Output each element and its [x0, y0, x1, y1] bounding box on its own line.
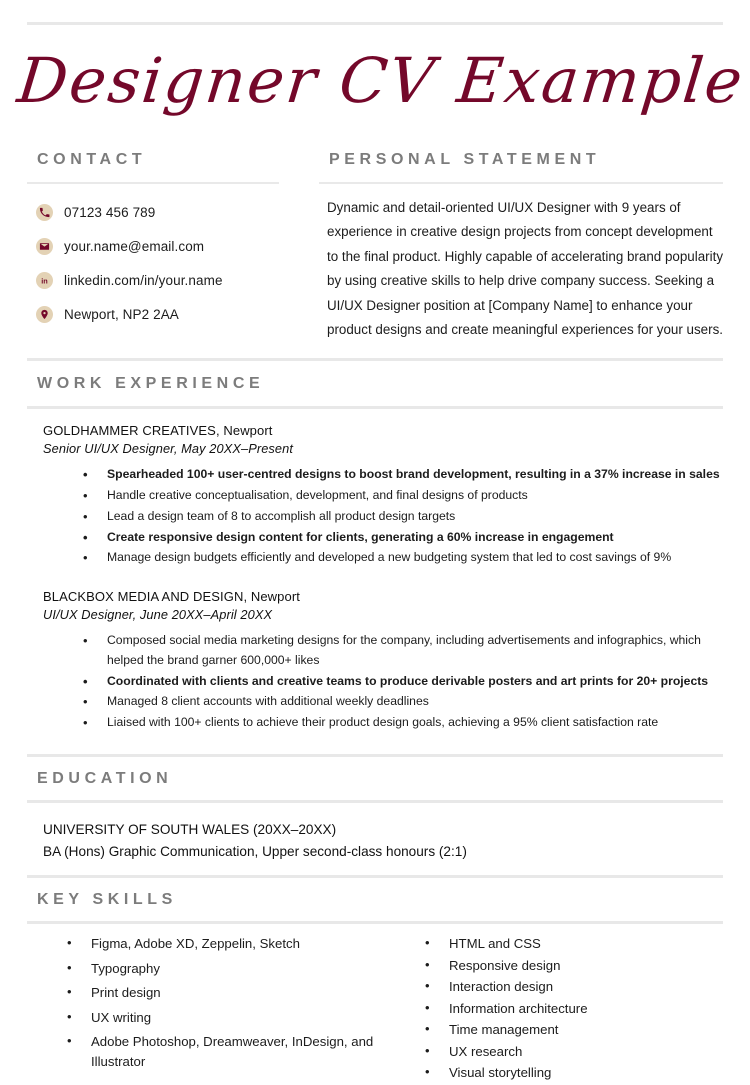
work-experience-heading: WORK EXPERIENCE: [37, 375, 265, 393]
contact-value-linkedin: linkedin.com/in/your.name: [64, 272, 223, 288]
phone-icon: [36, 204, 53, 221]
contact-value-email: your.name@email.com: [64, 238, 205, 254]
work-experience-body: [27, 409, 723, 733]
skill-item: • Print design: [67, 983, 375, 1003]
skill-item: • Interaction design: [425, 977, 723, 997]
contact-item-linkedin[interactable]: [27, 263, 279, 297]
job-role: UI/UX Designer, June 20XX–April 20XX: [43, 607, 273, 623]
job-bullet: • Lead a design team of 8 to accomplish all product design targets: [83, 507, 723, 527]
education-degree: BA (Hons) Graphic Communication, Upper second-class honours (2:1): [43, 844, 467, 860]
key-skills-column-left: [27, 934, 375, 1085]
skill-item: • Figma, Adobe XD, Zeppelin, Sketch: [67, 934, 375, 954]
personal-statement-section: [319, 137, 723, 342]
svg-text:in: in: [41, 275, 48, 285]
skill-item: • UX writing: [67, 1008, 375, 1028]
skill-item: • Responsive design: [425, 956, 723, 976]
contact-section: [27, 137, 279, 342]
job-bullet: • Coordinated with clients and creative teams to produce derivable posters and art prints for 20+ projects: [83, 672, 723, 692]
location-pin-icon: [36, 306, 53, 323]
education-heading: EDUCATION: [37, 770, 173, 787]
job-bullet: • Liaised with 100+ clients to achieve their product design goals, achieving a 95% client satisfaction rate: [83, 713, 723, 733]
job-bullet: • Create responsive design content for clients, generating a 60% increase in engagement: [83, 528, 723, 548]
skill-item: • Time management: [425, 1020, 723, 1040]
job-entry: [27, 423, 723, 568]
key-skills-heading: KEY SKILLS: [37, 891, 177, 909]
work-experience-section: [27, 358, 723, 733]
contact-heading: CONTACT: [37, 151, 147, 168]
contact-list: [27, 184, 279, 331]
job-bullet: • Handle creative conceptualisation, development, and final designs of products: [83, 486, 723, 506]
education-body: [27, 803, 723, 863]
job-bullet-list: [43, 465, 723, 568]
page-title: Designer CV Example: [14, 44, 748, 117]
job-bullet: • Manage design budgets efficiently and developed a new budgeting system that led to cost savings of 9%: [83, 548, 723, 568]
linkedin-icon: [36, 272, 53, 289]
job-bullet: • Spearheaded 100+ user-centred designs to boost brand development, resulting in a 37% increase in sales: [83, 465, 723, 485]
key-skills-list-left: [67, 934, 375, 1071]
job-company: BLACKBOX MEDIA AND DESIGN, Newport: [43, 589, 300, 605]
skill-item: • Visual storytelling: [425, 1063, 723, 1083]
job-bullet: • Managed 8 client accounts with additional weekly deadlines: [83, 692, 723, 712]
skill-item: • Typography: [67, 959, 375, 979]
skill-item: • UX research: [425, 1042, 723, 1062]
skill-item: • Information architecture: [425, 999, 723, 1019]
key-skills-section: [27, 875, 723, 1085]
top-section: [27, 137, 723, 342]
email-icon: [36, 238, 53, 255]
job-bullet: • Composed social media marketing designs for the company, including advertisements and infographics, which helped the brand garner 600,000+ likes: [83, 631, 723, 671]
contact-item-email[interactable]: [27, 229, 279, 263]
contact-value-location: Newport, NP2 2AA: [64, 306, 179, 322]
personal-statement-body: Dynamic and detail-oriented UI/UX Designer with 9 years of experience in creative design projects from concept development to the final product. Highly capable of accelerating brand popularity by using creative skills to help drive company success. Seeking a UI/UX Designer position at [Company Name] to enhance your product designs and create meaningful experiences for your users.: [327, 200, 724, 337]
job-role: Senior UI/UX Designer, May 20XX–Present: [43, 441, 294, 457]
job-company: GOLDHAMMER CREATIVES, Newport: [43, 423, 273, 439]
key-skills-list-right: [425, 934, 723, 1083]
education-section: [27, 754, 723, 863]
contact-item-phone[interactable]: [27, 195, 279, 229]
contact-item-location[interactable]: [27, 297, 279, 331]
cv-title-container: [14, 25, 748, 137]
key-skills-column-right: [375, 934, 723, 1085]
job-entry: [27, 589, 723, 733]
skill-item: • HTML and CSS: [425, 934, 723, 954]
cv-document: [0, 22, 750, 1083]
contact-value-phone: 07123 456 789: [64, 204, 156, 220]
personal-statement-heading: PERSONAL STATEMENT: [329, 151, 601, 168]
job-bullet-list: [43, 631, 723, 733]
skill-item: • Adobe Photoshop, Dreamweaver, InDesign, and Illustrator: [67, 1032, 375, 1071]
education-institution: UNIVERSITY OF SOUTH WALES (20XX–20XX): [43, 822, 337, 837]
